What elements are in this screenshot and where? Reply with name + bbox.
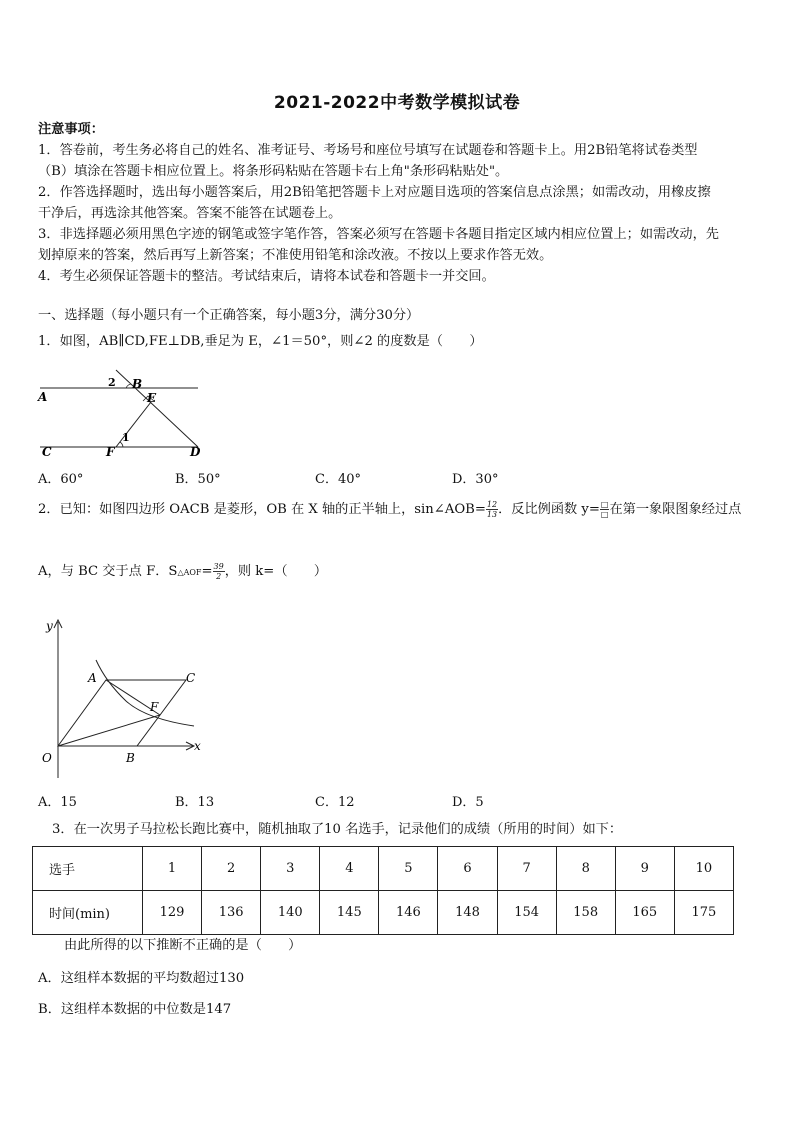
notice-line: 干净后，再选涂其他答案。答案不能答在试题卷上。 [38, 206, 342, 221]
segment-of [58, 715, 160, 746]
sin-numerator: 12 [486, 500, 498, 509]
label-b: B [126, 751, 135, 765]
sin-fraction [486, 500, 498, 519]
angle-2-arc [126, 384, 131, 388]
section-heading: 一、选择题（每小题只有一个正确答案，每小题3分，满分30分） [38, 308, 420, 323]
area-denominator: 2 [216, 572, 222, 581]
player-cell: 10 [674, 847, 733, 891]
q2-text-part: A，与 BC 交于点 F．S [38, 564, 178, 579]
choice-b[interactable]: B．50° [175, 472, 221, 487]
player-cell: 7 [497, 847, 556, 891]
notice-heading: 注意事项： [38, 122, 104, 137]
notice-line: 4．考生必须保证答题卡的整洁。考试结束后，请将本试卷和答题卡一并交回。 [38, 269, 495, 284]
area-fraction [213, 562, 225, 581]
choice-d[interactable]: D．5 [452, 795, 484, 810]
label-x: x [194, 739, 201, 753]
time-cell: 140 [261, 891, 320, 935]
player-cell: 9 [615, 847, 674, 891]
sin-denominator: 13 [486, 510, 498, 519]
time-cell: 158 [556, 891, 615, 935]
q2-text-part: ，则 k=（ ） [224, 564, 328, 579]
option-b[interactable]: B．这组样本数据的中位数是147 [38, 1002, 232, 1017]
question-2-text [38, 500, 741, 520]
label-angle-1: 1 [122, 431, 130, 444]
choice-b[interactable]: B．13 [175, 795, 215, 810]
table-row [33, 847, 734, 891]
notice-line: 划掉原来的答案，然后再写上新答案；不准使用铅笔和涂改液。不按以上要求作答无效。 [38, 248, 553, 263]
time-cell: 129 [143, 891, 202, 935]
choice-c[interactable]: C．40° [315, 472, 361, 487]
label-angle-2: 2 [108, 376, 116, 389]
q2-text-part: = [201, 564, 213, 579]
label-f: F [150, 700, 159, 714]
question-3-text: 3．在一次男子马拉松长跑比赛中，随机抽取了10 名选手，记录他们的成绩（所用的时间）如下： [52, 822, 623, 837]
area-numerator: 39 [213, 562, 224, 571]
choice-a[interactable]: A．60° [38, 472, 84, 487]
time-cell: 154 [497, 891, 556, 935]
label-f: F [106, 445, 115, 459]
q2-text-part: 在第一象限图象经过点 [609, 502, 742, 517]
time-cell: 148 [438, 891, 497, 935]
function-numerator: □ [600, 500, 609, 509]
label-o: O [42, 751, 52, 765]
label-a: A [88, 671, 97, 685]
notice-line: 2．作答选择题时，选出每小题答案后，用2B铅笔把答题卡上对应题目选项的答案信息点涂黑；如需改动，用橡皮擦 [38, 185, 711, 200]
label-e: E [147, 391, 157, 405]
choice-d[interactable]: D．30° [452, 472, 499, 487]
question-2-figure [34, 614, 214, 784]
q2-text-part: ．反比例函数 y= [498, 502, 600, 517]
row-label-time: 时间(min) [33, 891, 143, 935]
label-b: B [132, 377, 143, 391]
label-a: A [38, 390, 48, 404]
question-1-figure [30, 364, 215, 460]
player-cell: 1 [143, 847, 202, 891]
table-row [33, 891, 734, 935]
option-a[interactable]: A．这组样本数据的平均数超过130 [38, 971, 245, 986]
notice-line: （B）填涂在答题卡相应位置上。将条形码粘贴在答题卡右上角"条形码粘贴处"。 [38, 164, 509, 179]
function-denominator: □ [600, 510, 609, 519]
notice-line: 3．非选择题必须用黑色字迹的钢笔或签字笔作答，答案必须写在答题卡各题目指定区域内相应位置上；如需改动，先 [38, 227, 719, 242]
player-cell: 5 [379, 847, 438, 891]
player-cell: 6 [438, 847, 497, 891]
row-label-player: 选手 [33, 847, 143, 891]
player-cell: 2 [202, 847, 261, 891]
notice-line: 1．答卷前，考生务必将自己的姓名、准考证号、考场号和座位号填写在试题卷和答题卡上。用2B铅笔将试卷类型 [38, 143, 698, 158]
time-cell: 146 [379, 891, 438, 935]
choice-c[interactable]: C．12 [315, 795, 355, 810]
choice-a[interactable]: A．15 [38, 795, 77, 810]
label-y: y [46, 619, 53, 633]
page-title: 2021-2022中考数学模拟试卷 [273, 93, 521, 113]
player-cell: 4 [320, 847, 379, 891]
label-d: D [190, 445, 201, 459]
question-3-prompt: 由此所得的以下推断不正确的是（ ） [64, 938, 302, 953]
question-1-text: 1．如图，AB∥CD,FE⊥DB,垂足为 E，∠1＝50°，则∠2 的度数是（ ） [38, 334, 483, 349]
time-cell: 136 [202, 891, 261, 935]
question-2-text-line2 [38, 562, 327, 583]
label-c: C [42, 445, 52, 459]
hyperbola-curve [96, 660, 194, 726]
time-cell: 145 [320, 891, 379, 935]
time-cell: 165 [615, 891, 674, 935]
marathon-table [32, 846, 734, 935]
q2-text-part: 2．已知：如图四边形 OACB 是菱形，OB 在 X 轴的正半轴上，sin∠AOB= [38, 502, 486, 517]
player-cell: 8 [556, 847, 615, 891]
time-cell: 175 [674, 891, 733, 935]
player-cell: 3 [261, 847, 320, 891]
area-subscript: △AOF [177, 568, 202, 577]
label-c: C [186, 671, 196, 685]
